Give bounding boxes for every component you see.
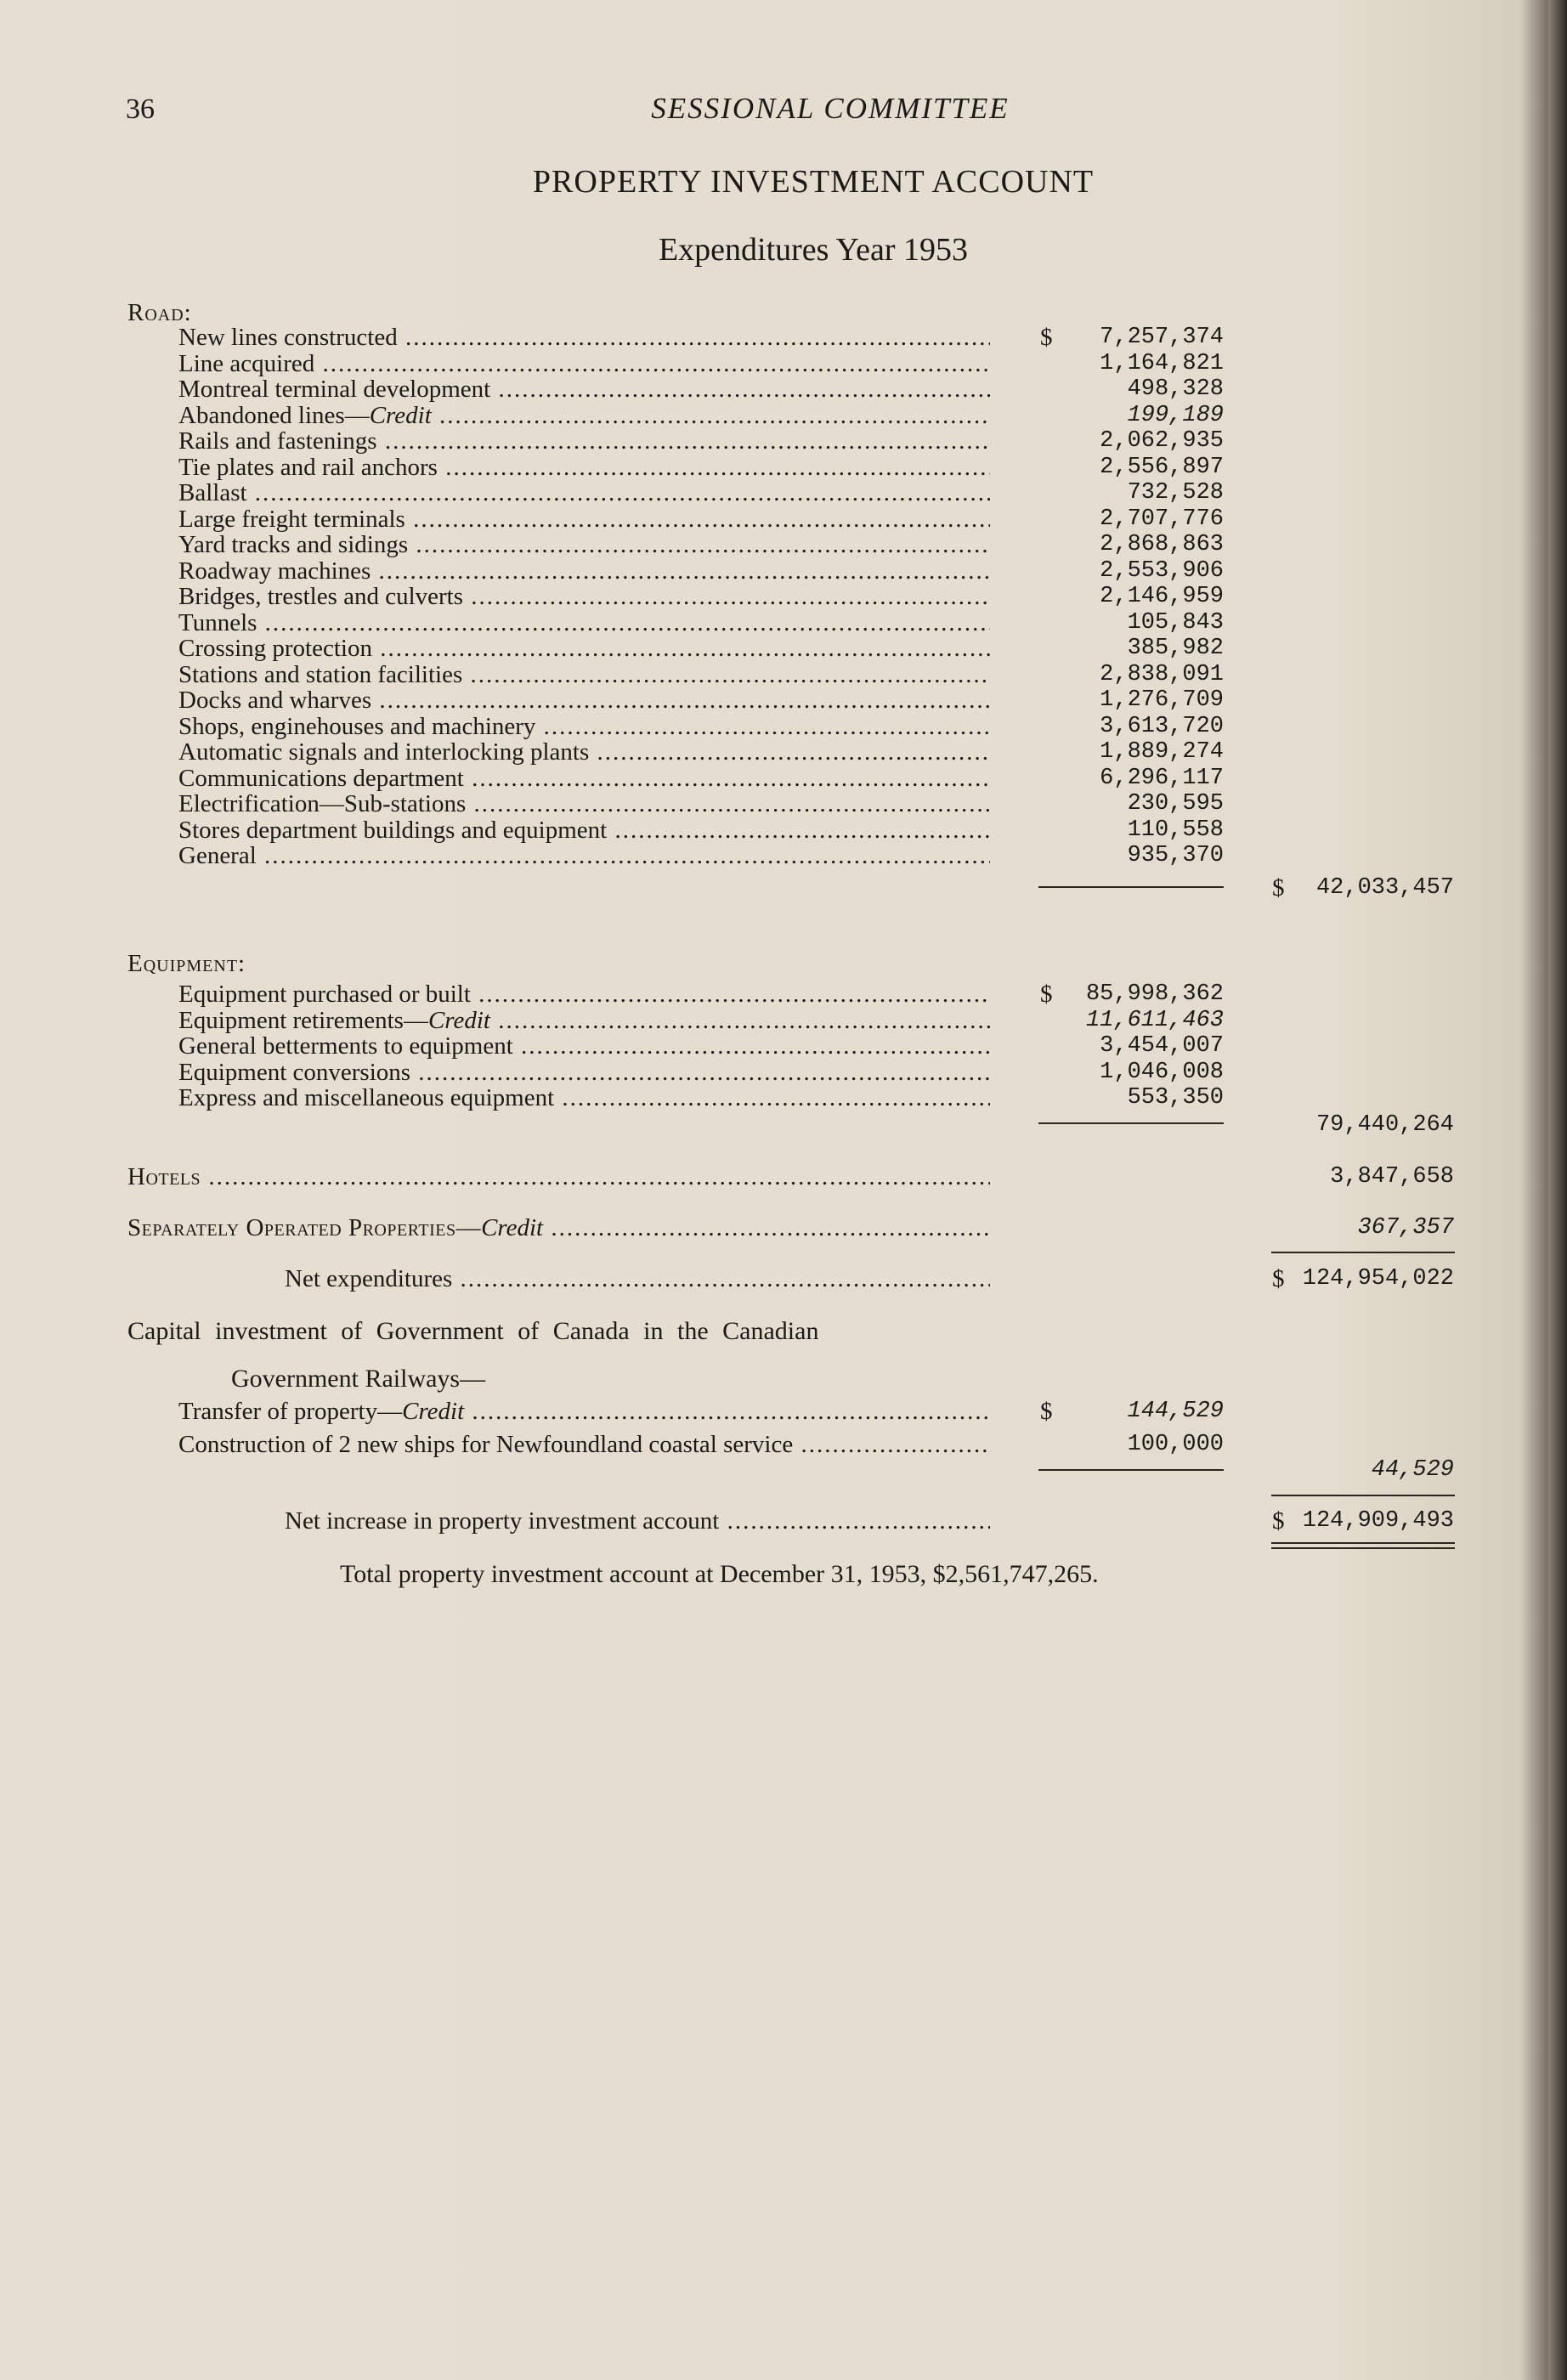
capital-investment-line2: Government Railways—	[231, 1365, 486, 1393]
equipment-item-label: General betterments to equipment .....	[178, 1033, 990, 1059]
road-item-row	[0, 584, 1567, 609]
equipment-item-amount: 1,046,008	[1100, 1059, 1224, 1085]
road-item-row	[0, 376, 1567, 402]
transfer-property-amount: 144,529	[1127, 1399, 1224, 1424]
new-ships-amount: 100,000	[1127, 1432, 1224, 1457]
capital-total-row	[0, 1457, 1567, 1483]
equipment-item-label: Equipment retirements—Credit .....	[178, 1008, 990, 1033]
road-item-label: Yard tracks and sidings .....	[178, 532, 990, 557]
road-item-label: Line acquired .....	[178, 351, 990, 376]
road-item-amount: 385,982	[1127, 636, 1224, 661]
net-expenditures-dollar: $	[1272, 1265, 1285, 1292]
road-item-amount: 105,843	[1127, 609, 1224, 636]
footer-total-note: Total property investment account at December 31, 1953, $2,561,747,265.	[340, 1560, 1099, 1588]
road-item-label: Abandoned lines—Credit .....	[178, 403, 990, 428]
road-item-amount: 1,276,709	[1100, 687, 1224, 713]
road-item-amount: 935,370	[1127, 843, 1224, 868]
road-item-row	[0, 766, 1567, 791]
road-item-amount: 199,189	[1127, 402, 1224, 428]
road-item-label: Large freight terminals .....	[178, 506, 990, 532]
equipment-item-label: Equipment purchased or built .....	[178, 981, 990, 1007]
road-item-label: Docks and wharves .....	[178, 687, 990, 713]
road-total-dollar: $	[1272, 874, 1285, 902]
road-item-amount: 1,889,274	[1100, 739, 1224, 765]
road-item-amount: 498,328	[1127, 376, 1224, 402]
net-increase-amount: 124,909,493	[1302, 1508, 1454, 1534]
road-item-amount: 2,146,959	[1100, 584, 1224, 609]
capital-investment-line1: Capital investment of Government of Canada in the Canadian	[127, 1317, 819, 1345]
page-subtitle: Expenditures Year 1953	[658, 232, 969, 268]
road-item-label: Shops, enginehouses and machinery .....	[178, 714, 990, 739]
capital-total-amount: 44,529	[1371, 1457, 1454, 1483]
road-item-row	[0, 662, 1567, 687]
equipment-item-row	[0, 981, 1567, 1007]
road-item-row	[0, 610, 1567, 636]
road-item-label: Montreal terminal development .....	[178, 376, 990, 402]
equipment-heading: Equipment:	[127, 950, 246, 977]
road-item-row	[0, 506, 1567, 532]
transfer-property-label: Transfer of property—Credit .....	[178, 1399, 990, 1424]
separately-operated-row	[0, 1215, 1567, 1241]
road-total-row	[0, 875, 1567, 901]
net-expenditures-rule	[1271, 1252, 1455, 1253]
road-item-amount: 6,296,117	[1100, 765, 1224, 791]
net-expenditures-row	[0, 1266, 1567, 1292]
equipment-item-amount: 3,454,007	[1100, 1033, 1224, 1059]
road-item-row	[0, 739, 1567, 765]
net-increase-rule	[1271, 1495, 1455, 1496]
transfer-property-row	[0, 1399, 1567, 1424]
net-increase-row	[0, 1508, 1567, 1534]
road-item-label: New lines constructed .....	[178, 325, 990, 350]
equipment-item-amount: 553,350	[1127, 1085, 1224, 1111]
net-expenditures-label: Net expenditures .....	[285, 1266, 990, 1292]
road-item-row	[0, 558, 1567, 584]
running-header: SESSIONAL COMMITTEE	[651, 92, 1010, 125]
hotels-amount: 3,847,658	[1330, 1164, 1454, 1190]
road-item-amount: 2,556,897	[1100, 454, 1224, 480]
equipment-item-row	[0, 1033, 1567, 1059]
road-item-row	[0, 532, 1567, 557]
road-item-row	[0, 325, 1567, 350]
road-item-amount: 2,838,091	[1100, 661, 1224, 687]
road-item-label: Bridges, trestles and culverts .....	[178, 584, 990, 609]
road-item-label: Tunnels .....	[178, 610, 990, 636]
road-item-label: Stores department buildings and equipment .....	[178, 817, 990, 843]
road-item-label: Rails and fastenings .....	[178, 428, 990, 454]
equipment-item-amount: 11,611,463	[1085, 1007, 1224, 1033]
road-item-dollar: $	[1040, 324, 1053, 351]
road-item-row	[0, 687, 1567, 713]
equipment-total-row	[0, 1112, 1567, 1138]
page-number: 36	[126, 93, 155, 125]
hotels-label: Hotels .....	[127, 1164, 990, 1190]
road-item-row	[0, 480, 1567, 506]
road-item-label: General .....	[178, 843, 990, 868]
road-item-amount: 2,062,935	[1100, 428, 1224, 454]
separately-operated-label: Separately Operated Properties—Credit .....	[127, 1215, 990, 1241]
page-title: PROPERTY INVESTMENT ACCOUNT	[532, 164, 1095, 200]
road-item-label: Crossing protection .....	[178, 636, 990, 661]
net-increase-dollar: $	[1272, 1507, 1285, 1535]
road-item-label: Automatic signals and interlocking plants .....	[178, 739, 990, 765]
equipment-item-row	[0, 1085, 1567, 1111]
road-item-amount: 2,868,863	[1100, 532, 1224, 557]
road-item-label: Roadway machines .....	[178, 558, 990, 584]
road-item-row	[0, 636, 1567, 661]
road-item-row	[0, 843, 1567, 868]
road-item-row	[0, 714, 1567, 739]
road-item-amount: 3,613,720	[1100, 713, 1224, 739]
road-item-row	[0, 428, 1567, 454]
hotels-row	[0, 1164, 1567, 1190]
road-item-label: Stations and station facilities .....	[178, 662, 990, 687]
road-item-row	[0, 455, 1567, 480]
equipment-item-amount: 85,998,362	[1085, 981, 1224, 1007]
double-rule-bottom	[1271, 1547, 1455, 1549]
road-item-amount: 2,707,776	[1100, 506, 1224, 532]
new-ships-row	[0, 1432, 1567, 1457]
equipment-item-dollar: $	[1040, 981, 1053, 1008]
road-item-row	[0, 791, 1567, 817]
road-item-label: Communications department .....	[178, 766, 990, 791]
separately-operated-amount: 367,357	[1357, 1215, 1454, 1241]
equipment-item-label: Express and miscellaneous equipment .....	[178, 1085, 990, 1111]
road-item-label: Ballast .....	[178, 480, 990, 506]
net-increase-label: Net increase in property investment account .....	[285, 1508, 990, 1534]
road-item-amount: 7,257,374	[1100, 325, 1224, 350]
road-item-label: Tie plates and rail anchors .....	[178, 455, 990, 480]
road-total-amount: 42,033,457	[1315, 875, 1454, 901]
equipment-item-label: Equipment conversions .....	[178, 1060, 990, 1085]
equipment-item-row	[0, 1060, 1567, 1085]
road-item-row	[0, 403, 1567, 428]
equipment-item-row	[0, 1008, 1567, 1033]
road-item-amount: 110,558	[1127, 817, 1224, 843]
road-item-amount: 2,553,906	[1100, 557, 1224, 584]
road-item-row	[0, 817, 1567, 843]
road-item-label: Electrification—Sub-stations .....	[178, 791, 990, 817]
road-item-amount: 732,528	[1127, 480, 1224, 506]
road-item-amount: 1,164,821	[1100, 350, 1224, 376]
net-expenditures-amount: 124,954,022	[1302, 1266, 1454, 1292]
road-item-amount: 230,595	[1127, 791, 1224, 817]
road-item-row	[0, 351, 1567, 376]
road-heading: Road:	[127, 299, 192, 326]
transfer-property-dollar: $	[1040, 1398, 1053, 1425]
equipment-total-amount: 79,440,264	[1315, 1112, 1454, 1138]
new-ships-label: Construction of 2 new ships for Newfoundland coastal service .....	[178, 1432, 990, 1457]
double-rule-top	[1271, 1542, 1455, 1544]
